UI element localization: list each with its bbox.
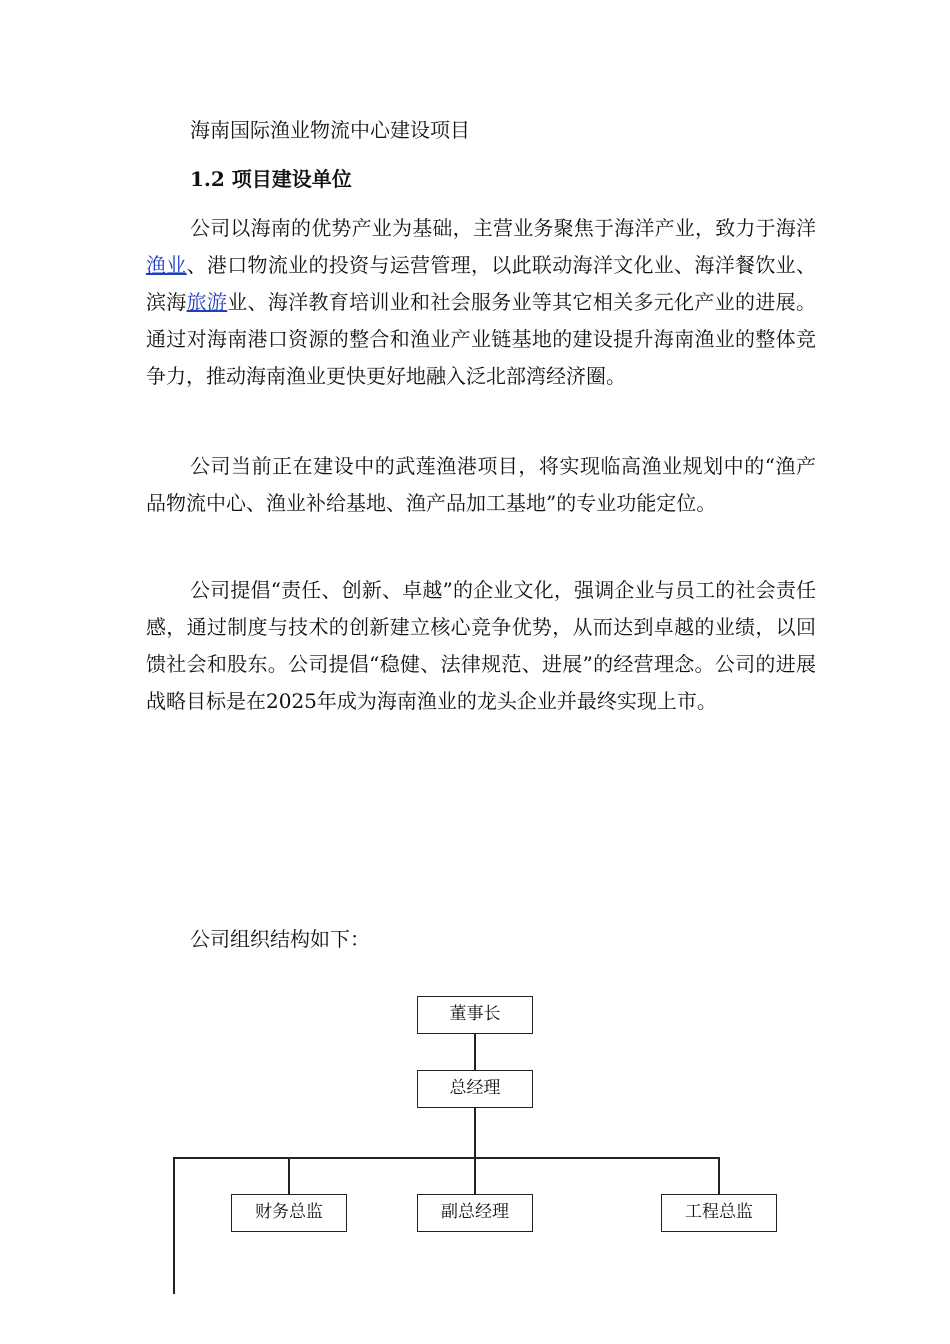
- connector-engineering: [718, 1157, 720, 1194]
- section-heading: 1.2 项目建设单位: [190, 167, 352, 191]
- org-box-engineering-director: 工程总监: [661, 1194, 777, 1232]
- connector-deputy: [474, 1157, 476, 1194]
- paragraph-corporate-culture: 公司提倡“责任、创新、卓越”的企业文化，强调企业与员工的社会责任感，通过制度与技术的创新建立核心竞争优势，从而达到卓越的业绩，以回馈社会和股东。公司提倡“稳健、法律规范、进展”的经营理念。公司的进展战略目标是在2025年成为海南渔业的龙头企业并最终实现上市。: [146, 578, 816, 713]
- paragraph-text: 、港口物流业的投资与运营管理，以此联动海洋文化业、海洋餐饮业、滨海: [146, 253, 816, 314]
- link-tourism[interactable]: 旅游: [186, 290, 228, 314]
- connector-chairman-gm: [474, 1033, 476, 1071]
- paragraph-text: 公司以海南的优势产业为基础，主营业务聚焦于海洋产业，致力于海洋: [190, 216, 816, 240]
- connector-finance: [288, 1157, 290, 1194]
- project-name: 海南国际渔业物流中心建设项目: [190, 118, 470, 142]
- paragraph-text: 业、海洋教育培训业和社会服务业等其它相关多元化产业的进展。通过对海南港口资源的整合和渔业产业链基地的建设提升海南渔业的整体竞争力，推动海南渔业更快更好地融入泛北部湾经济圈。: [146, 290, 816, 388]
- org-box-deputy-gm: 副总经理: [417, 1194, 533, 1232]
- org-box-finance-director: 财务总监: [231, 1194, 347, 1232]
- org-intro: 公司组织结构如下：: [190, 927, 370, 951]
- paragraph-fishing-port: 公司当前正在建设中的武莲渔港项目，将实现临高渔业规划中的“渔产品物流中心、渔业补给基地、渔产品加工基地”的专业功能定位。: [146, 454, 816, 515]
- link-fishery[interactable]: 渔业: [146, 253, 187, 277]
- connector-left-branch: [173, 1157, 175, 1294]
- connector-horizontal: [173, 1157, 719, 1159]
- paragraph-company-intro: [146, 210, 816, 395]
- org-box-general-manager: 总经理: [417, 1070, 533, 1108]
- connector-gm-down: [474, 1107, 476, 1158]
- org-box-chairman: 董事长: [417, 996, 533, 1034]
